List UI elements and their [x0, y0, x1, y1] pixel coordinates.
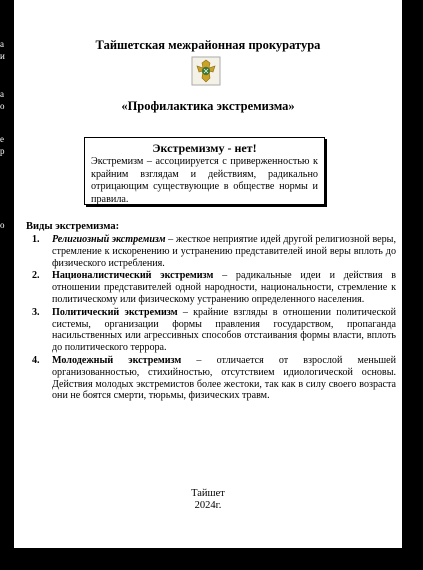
right-dark-margin — [402, 0, 423, 570]
callout-box — [84, 137, 325, 205]
list-item — [32, 307, 396, 354]
item-number: 4. — [32, 354, 40, 366]
item-text: – радикальные идеи и действия в отношении представителей одной народности, национальности, стремление к политическому или физическому устранению определенного населения. — [52, 270, 396, 305]
left-fragment-char: р — [0, 146, 5, 156]
item-number: 1. — [32, 234, 40, 245]
left-fragment-char: и — [0, 51, 5, 61]
item-term: Политический экстремизм — [52, 306, 178, 318]
item-term: Молодежный экстремизм — [52, 354, 182, 366]
footer-city: Тайшет — [191, 488, 225, 499]
list-item — [32, 234, 396, 269]
org-title: Тайшетская межрайонная прокуратура — [95, 38, 321, 52]
item-text: – крайние взгляды в отношении политической системы, организации формы правления государством, пропаганда насильственных или агрессивных способов отстаивания формы власти, вплоть до политического террора. — [52, 306, 396, 354]
left-fragment-char: а — [0, 39, 4, 49]
left-page-fragments — [0, 0, 14, 570]
item-text: – отличается от взрослой меньшей организованностью, стихийностью, отсутствием идиологической основы. Действия молодых экстремистов более жестоки, так как в силу своего возраста они не боятся смерти, тюрьмы, физических травм. — [52, 354, 396, 402]
callout-title: Экстремизму - нет! — [152, 141, 257, 155]
left-fragment-char: е — [0, 134, 4, 144]
list-item — [32, 270, 396, 305]
prosecutor-emblem-icon — [191, 56, 221, 86]
item-text: – жесткое неприятие идей другой религиозной веры, стремление к искоренению и устранению представителей иной веры вплоть до физического истребления. — [52, 234, 396, 269]
footer-year: 2024г. — [194, 500, 222, 511]
bottom-dark-margin — [0, 548, 423, 570]
document-page — [14, 0, 402, 548]
types-heading: Виды экстремизма: — [26, 221, 120, 232]
item-term: Религиозный экстремизм — [52, 234, 166, 245]
document-subtitle: «Профилактика экстремизма» — [121, 99, 295, 113]
callout-text: Экстремизм – ассоциируется с приверженностью к крайним взглядам и действиям, радикально отрицающим существующие в обществе нормы и правила. — [91, 156, 318, 205]
item-number: 2. — [32, 270, 40, 282]
left-fragment-char: о — [0, 101, 5, 111]
item-number: 3. — [32, 306, 40, 318]
left-fragment-char: о — [0, 220, 5, 230]
left-fragment-char: а — [0, 89, 4, 99]
types-list — [32, 234, 396, 403]
item-term: Националистический экстремизм — [52, 270, 214, 282]
list-item — [32, 355, 396, 402]
